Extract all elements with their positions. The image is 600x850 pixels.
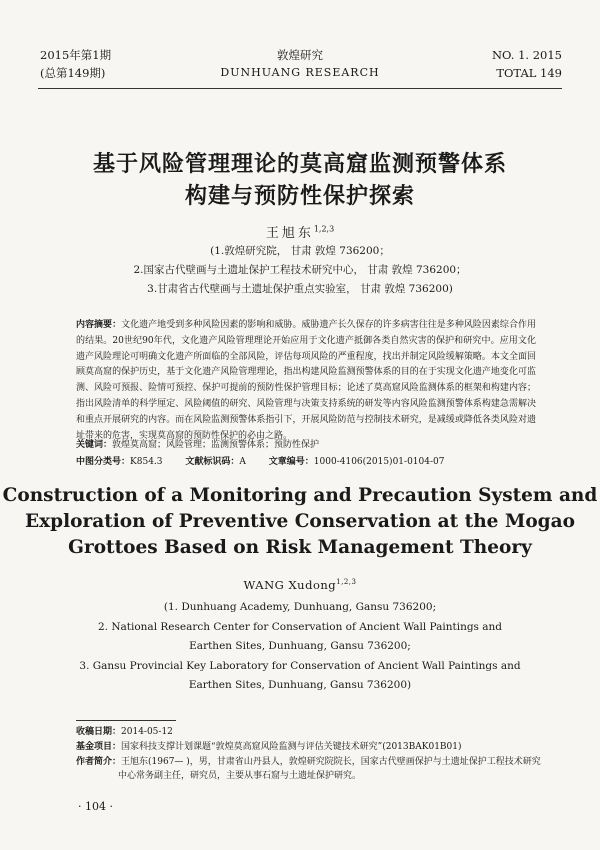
author-en-name: WANG Xudong — [243, 578, 337, 592]
total-issue-en: TOTAL 149 — [496, 66, 562, 80]
footnote-divider — [76, 720, 176, 721]
doc-label: 文献标识码： — [185, 457, 240, 467]
affiliation-cn-3: 3.甘肃省古代壁画与土遗址保护重点实验室， 甘肃 敦煌 736200) — [147, 283, 453, 295]
issue-number: 2015年第1期 — [40, 48, 112, 62]
keywords-label: 关键词： — [76, 440, 113, 450]
author-en-affil-marks: 1,2,3 — [336, 578, 357, 587]
author-en — [0, 578, 600, 592]
affiliation-en-2b: Earthen Sites, Dunhuang, Gansu 736200; — [189, 640, 411, 652]
total-issue: (总第149期) — [40, 66, 106, 80]
footnote-received — [76, 725, 556, 739]
article-value: 1000-4106(2015)01-0104-07 — [313, 457, 445, 467]
author-bio-line1: 王旭东(1967— )，男，甘肃省山丹县人，敦煌研究院院长，国家古代壁画保护与土遗址保护工程技术研究 — [121, 757, 541, 767]
page-number: · 104 · — [78, 800, 113, 813]
affiliations-en — [0, 598, 600, 696]
title-en — [0, 483, 600, 561]
affiliation-cn-2: 2.国家古代壁画与土遗址保护工程技术研究中心， 甘肃 敦煌 736200； — [133, 264, 467, 276]
keywords-text: 敦煌莫高窟；风险管理；监测预警体系；预防性保护 — [112, 440, 320, 450]
affiliation-en-3b: Earthen Sites, Dunhuang, Gansu 736200) — [188, 679, 412, 691]
title-en-line1: Construction of a Monitoring and Precaution System and — [2, 485, 598, 506]
abstract-text: 文化遗产地受到多种风险因素的影响和威胁。威胁遗产长久保存的许多病害往往是多种风险因素综合作用的结果。20世纪90年代，文化遗产风险管理理论开始应用于文化遗产抵御各类自然灾害的保护和研究中。应用文化遗产风险理论可明确文化遗产所面临的全部风险，评估每项风险的严重程度，找出并制定风险缓解策略。本文全面回顾莫高窟的保护历史，基于文化遗产风险管理理论，指出构建风险监测预警体系的目的在于实现文化遗产地变化可监测、风险可预报、险情可预控、保护可提前的预防性保护管理目标；论述了莫高窟风险监测体系的框架和构建内容；指出风险清单的科学厘定、风险阈值的研究、风险管理与决策支持系统的研发等内容风险监测预警体系构建急需解决和重点开展研究的内容。而在风险监测预警体系指引下，开展风险防范与控制技术研究，是减缓或降低各类风险对遗址带来的危害，实现莫高窟的预防性保护的必由之路。 — [76, 320, 536, 441]
article-label: 文章编号： — [268, 457, 314, 467]
clc-code — [76, 457, 163, 467]
received-value: 2014-05-12 — [121, 727, 173, 737]
title-cn — [0, 148, 600, 212]
abstract-label: 内容摘要： — [76, 320, 122, 330]
affiliation-en-1: (1. Dunhuang Academy, Dunhuang, Gansu 736200; — [163, 601, 437, 613]
classification-line — [76, 454, 536, 467]
journal-name-en: DUNHUANG RESEARCH — [220, 66, 380, 79]
clc-label: 中图分类号： — [76, 457, 131, 467]
fund-value: 国家科技支撑计划课题“敦煌莫高窟风险监测与评估关键技术研究”(2013BAK01B01) — [121, 742, 462, 752]
doc-code — [185, 457, 246, 467]
title-en-line2: Exploration of Preventive Conservation at the Mogao — [25, 511, 575, 532]
footnote-author — [76, 755, 556, 783]
author-cn — [0, 222, 600, 241]
doc-value: A — [239, 457, 246, 467]
title-en-line3: Grottoes Based on Risk Management Theory — [68, 537, 532, 558]
footnote-fund — [76, 740, 556, 754]
author-cn-affil-marks: 1,2,3 — [313, 224, 335, 234]
author-bio-line2: 中心常务副主任，研究员，主要从事石窟与土遗址保护研究。 — [118, 771, 362, 781]
title-cn-line2: 构建与预防性保护探索 — [184, 183, 415, 209]
author-cn-name: 王旭东 — [265, 226, 314, 241]
received-label: 收稿日期： — [76, 727, 122, 737]
affiliations-cn — [0, 242, 600, 299]
keywords-cn — [76, 437, 536, 450]
fund-label: 基金项目： — [76, 742, 122, 752]
affiliation-en-2: 2. National Research Center for Conservation of Ancient Wall Paintings and — [97, 620, 503, 633]
header-divider — [38, 88, 562, 89]
affiliation-en-3: 3. Gansu Provincial Key Laboratory for Conservation of Ancient Wall Paintings and — [79, 659, 521, 672]
affiliation-cn-1: (1.敦煌研究院， 甘肃 敦煌 736200； — [210, 245, 390, 257]
abstract-cn — [76, 318, 536, 444]
author-bio-label: 作者简介： — [76, 757, 122, 767]
title-cn-line1: 基于风险管理理论的莫高窟监测预警体系 — [92, 151, 507, 177]
journal-name-cn: 敦煌研究 — [277, 48, 323, 62]
article-code — [269, 457, 445, 467]
issue-info-en — [492, 46, 562, 82]
issue-number-en: NO. 1. 2015 — [491, 48, 562, 62]
clc-value: K854.3 — [130, 457, 163, 467]
